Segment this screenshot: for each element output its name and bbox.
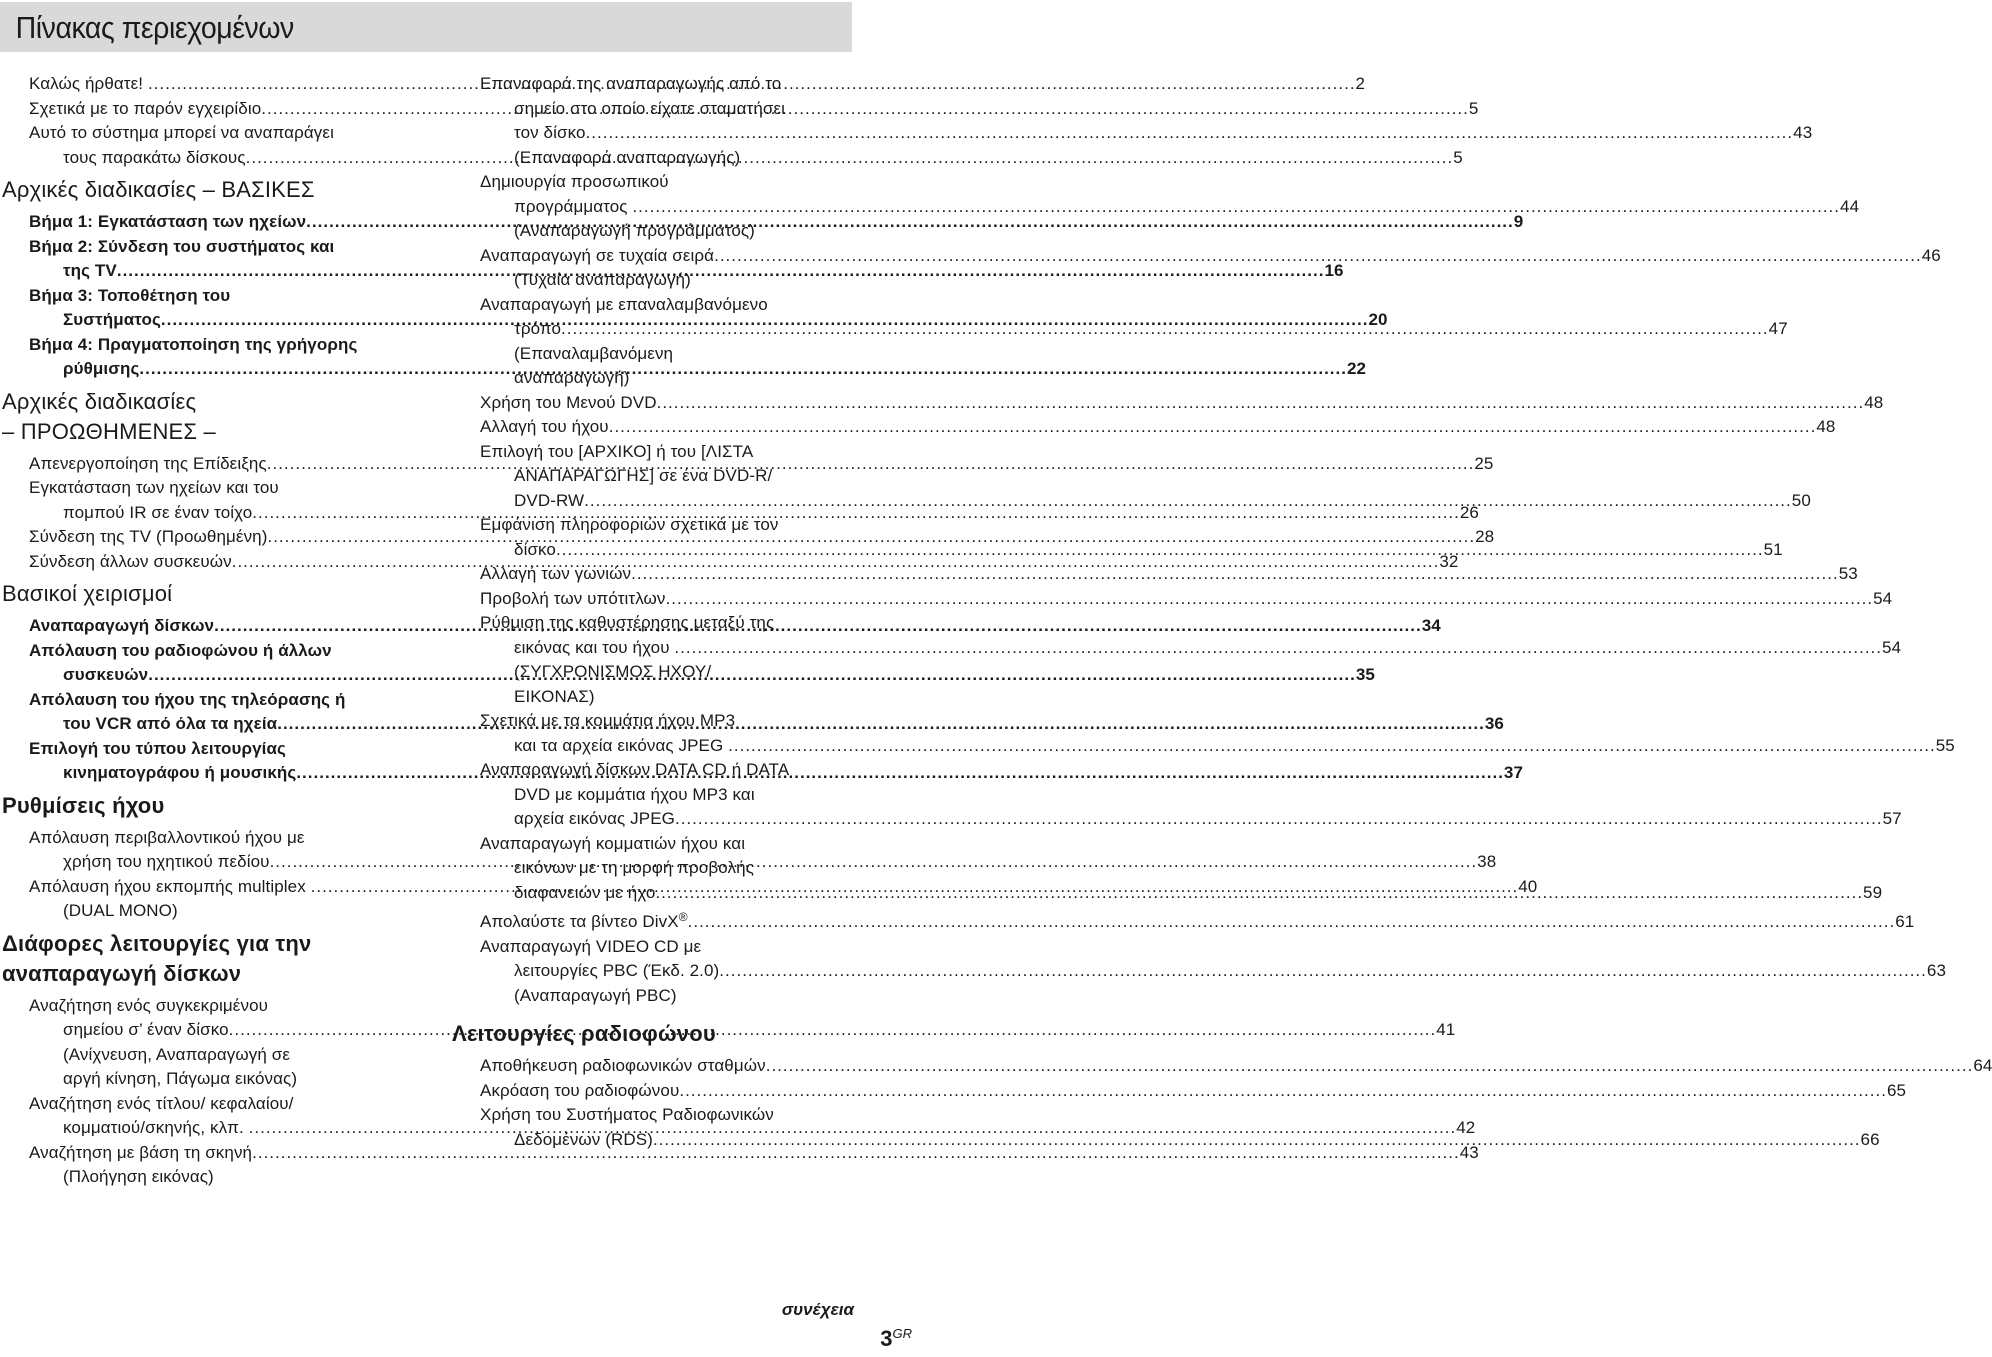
toc-page-number: 28	[1475, 527, 1495, 546]
toc-page-number: 35	[1355, 665, 1375, 684]
toc-entry[interactable]	[0, 1141, 1479, 1190]
toc-page-number: 59	[1863, 882, 1883, 902]
registered-mark: ®	[678, 910, 688, 924]
toc-page-number: 37	[1503, 763, 1524, 782]
section-heading-advanced-line1: Αρχικές διαδικασίες	[2, 388, 197, 414]
toc-page-number: 22	[1346, 359, 1367, 378]
section-heading-basic: Αρχικές διαδικασίες – ΒΑΣΙΚΕΣ	[2, 177, 315, 202]
toc-entry-leader-line	[480, 1054, 1992, 1079]
toc-entry[interactable]	[452, 415, 1836, 440]
toc-page-number: 61	[1895, 912, 1915, 931]
toc-entry[interactable]	[452, 587, 1893, 612]
toc-dot-leader	[586, 123, 1794, 142]
toc-dot-leader	[631, 564, 1839, 583]
section-heading-basic-ops: Βασικοί χειρισμοί	[2, 581, 173, 606]
toc-entry-title: τον δίσκο	[514, 123, 586, 142]
toc-page-number: 54	[1873, 588, 1893, 608]
toc-entry-title: Αλλαγή των γωνιών	[480, 564, 632, 583]
toc-entry-subtitle: (Ανίχνευση, Αναπαραγωγή σε	[63, 1044, 291, 1064]
toc-page-number: 64	[1973, 1056, 1992, 1075]
toc-entry-title: Προβολή των υπότιτλων	[480, 588, 666, 608]
toc-entry[interactable]	[452, 935, 1946, 1009]
toc-entry-title: Χρήση του Μενού DVD	[480, 392, 657, 412]
toc-entry-title: λειτουργίες PBC (Έκδ. 2.0)	[514, 961, 720, 980]
toc-entry-leader-line	[480, 959, 1946, 984]
toc-entry-title: διαφανειών με ήχο	[514, 882, 656, 902]
toc-entry-leader-line	[480, 734, 1955, 759]
toc-entry-text: Αυτό το σύστημα μπορεί να αναπαράγει	[29, 123, 334, 142]
toc-dot-leader	[719, 961, 1927, 980]
toc-entry-title: Αποθήκευση ραδιοφωνικών σταθμών	[480, 1056, 766, 1075]
toc-entry-title: Σύνδεση άλλων συσκευών	[29, 551, 232, 571]
toc-entry-text: Βήμα 2: Σύνδεση του συστήματος και	[29, 236, 335, 256]
toc-entry-subtitle: (Πλοήγηση εικόνας)	[63, 1167, 214, 1186]
toc-entry-leader-line	[480, 587, 1893, 612]
toc-page-number: 34	[1421, 616, 1441, 635]
toc-entry-text: Εμφάνιση πληροφοριών σχετικά με τον	[480, 515, 779, 534]
toc-entry-text: Επαναφορά της αναπαραγωγής από το	[480, 74, 782, 93]
toc-entry-leader-line	[480, 244, 1941, 269]
toc-entry-text: Αναπαραγωγή δίσκων DATA CD ή DATA	[480, 760, 790, 779]
section-heading-advanced-line2: – ΠΡΟΩΘΗΜΕΝΕΣ –	[2, 418, 216, 444]
toc-dot-leader	[657, 393, 1865, 412]
toc-entry-title: Αναζήτηση με βάση τη σκηνή	[29, 1142, 253, 1162]
toc-entry-title: ρύθμισης	[63, 359, 140, 378]
toc-entry-text: Χρήση του Συστήματος Ραδιοφωνικών	[480, 1105, 774, 1124]
toc-entry-text: Απόλαυση του ραδιοφώνου ή άλλων	[29, 640, 332, 660]
toc-entry-subtitle: (Επαναφορά αναπαραγωγής)	[514, 147, 741, 167]
toc-entry-text: σημείο στο οποίο είχατε σταματήσει	[514, 98, 786, 118]
toc-entry-text: Βήμα 4: Πραγματοποίηση της γρήγορης	[29, 334, 358, 354]
toc-dot-leader	[632, 197, 1840, 216]
section-heading-radio: Λειτουργίες ραδιοφώνου	[452, 1021, 716, 1046]
toc-page-number: 53	[1838, 564, 1858, 583]
toc-entry-subtitle: (Αναπαραγωγή προγράμματος)	[514, 221, 755, 240]
toc-entry-leader-line	[480, 562, 1858, 587]
page-number	[800, 1326, 912, 1352]
toc-entry-title: προγράμματος	[514, 196, 633, 216]
toc-entry-subtitle: (Επαναλαμβανόμενη	[514, 343, 674, 363]
toc-page-number: 43	[1459, 1142, 1479, 1162]
section-heading-sound: Ρυθμίσεις ήχου	[2, 792, 165, 818]
toc-entry[interactable]	[452, 905, 1915, 935]
toc-entry[interactable]	[452, 72, 1813, 170]
toc-page-number: 65	[1886, 1080, 1907, 1100]
toc-entry-title: Συστήματος	[63, 310, 161, 329]
toc-entry-text: Αναζήτηση ενός τίτλου/ κεφαλαίου/	[29, 1093, 294, 1113]
toc-entry-subtitle: (ΣΥΓΧΡΟΝΙΣΜΟΣ ΗΧΟΥ/	[514, 662, 712, 681]
toc-entry-title: του VCR από όλα τα ηχεία	[63, 714, 278, 733]
toc-page-number: 9	[1513, 212, 1524, 231]
toc-entry[interactable]	[452, 1079, 1907, 1104]
toc-entry-title: Αναπαραγωγή σε τυχαία σειρά	[480, 245, 715, 265]
toc-entry-text: Αναπαραγωγή με επαναλαμβανόμενο	[480, 294, 768, 314]
toc-page-number: 40	[1518, 876, 1538, 896]
toc-dot-leader	[261, 99, 1469, 118]
toc-dot-leader	[270, 852, 1478, 871]
toc-entry-title: αρχεία εικόνας JPEG	[514, 809, 675, 828]
toc-entry-title: συσκευών	[63, 665, 149, 684]
toc-entry-title: σημείου σ’ έναν δίσκο	[63, 1020, 229, 1039]
toc-entry-text: Απόλαυση περιβαλλοντικού ήχου με	[29, 827, 305, 847]
toc-entry-subtitle: (Αναπαραγωγή PBC)	[514, 985, 677, 1005]
toc-entry-title: τους παρακάτω δίσκους	[63, 147, 246, 167]
toc-entry-text: Δημιουργία προσωπικού	[480, 172, 669, 191]
toc-entry-title: Σύνδεση της TV (Προωθημένη)	[29, 527, 268, 546]
toc-page-number: 41	[1436, 1020, 1456, 1039]
toc-entry-title: Απόλαυση ήχου εκπομπής multiplex	[29, 876, 311, 896]
toc-dot-leader	[609, 417, 1817, 436]
toc-entry-subtitle: ΕΙΚΟΝΑΣ)	[514, 686, 595, 706]
toc-dot-leader	[666, 589, 1874, 608]
toc-page-number: 63	[1926, 961, 1946, 980]
toc-page-number: 42	[1456, 1118, 1476, 1137]
toc-dot-leader	[728, 736, 1936, 755]
toc-page-number: 57	[1882, 809, 1902, 828]
toc-dot-leader	[584, 491, 1792, 510]
toc-entry-text: Αναπαραγωγή VIDEO CD με	[480, 936, 702, 956]
toc-entry-text: Ρύθμιση της καθυστέρησης μεταξύ της	[480, 613, 775, 632]
toc-entry-leader-line	[29, 1141, 1479, 1166]
toc-entry-leader-line	[480, 121, 1813, 146]
page-title: Πίνακας περιεχομένων	[15, 10, 294, 45]
toc-entry-leader-line	[480, 807, 1902, 832]
toc-entry-leader-line	[480, 905, 1915, 935]
toc-dot-leader	[561, 319, 1769, 338]
toc-page-number: 48	[1816, 417, 1836, 436]
toc-entry-title: τρόπο	[514, 319, 562, 338]
toc-entry-title: Δεδομένων (RDS)	[514, 1129, 653, 1149]
toc-entry[interactable]	[452, 1054, 1992, 1079]
toc-entry-text: Βήμα 3: Τοποθέτηση του	[29, 285, 231, 305]
toc-entry-subtitle: αργή κίνηση, Πάγωμα εικόνας)	[63, 1069, 298, 1088]
toc-page-number: 25	[1474, 453, 1494, 473]
continued-label: συνέχεια	[781, 1300, 854, 1319]
toc-page-number: 66	[1860, 1129, 1880, 1149]
toc-entry-title: Απολαύστε τα βίντεο DivX	[480, 912, 679, 931]
toc-page-number: 5	[1453, 147, 1463, 167]
toc-entry-text: Αναπαραγωγή κομματιών ήχου και	[480, 833, 746, 853]
section-heading-misc	[2, 929, 378, 989]
toc-page-number: 26	[1459, 502, 1479, 522]
toc-entry-subtitle: αναπαραγωγή)	[514, 368, 630, 387]
toc-page-number: 48	[1864, 392, 1884, 412]
toc-entry-leader-line	[480, 636, 1902, 661]
toc-entry-title: πομπού IR σε έναν τοίχο	[63, 502, 253, 522]
section-heading-misc-line2: αναπαραγωγή δίσκων	[2, 960, 242, 986]
toc-entry-text: ΑΝΑΠΑΡΑΓΩΓΗΣ] σε ένα DVD-R/	[514, 466, 773, 485]
toc-entry-title: της TV	[63, 261, 117, 280]
toc-entry-text: DVD με κομμάτια ήχου MP3 και	[514, 784, 755, 804]
toc-entry[interactable]	[452, 391, 1884, 416]
toc-entry-title: κομματιού/σκηνής, κλπ.	[63, 1118, 249, 1137]
toc-page-number: 5	[1468, 98, 1479, 118]
toc-dot-leader	[556, 540, 1764, 559]
page-number-value: 3	[880, 1326, 893, 1351]
toc-page-number: 38	[1477, 852, 1497, 871]
toc-entry-subtitle: (DUAL MONO)	[63, 901, 178, 920]
toc-page-number: 43	[1793, 123, 1813, 142]
toc-entry-text: Επιλογή του [ΑΡΧΙΚΟ] ή του [ΛΙΣΤΑ	[480, 441, 754, 461]
toc-page-number: 36	[1484, 714, 1504, 733]
toc-dot-leader	[766, 1056, 1974, 1075]
toc-entry-text: Επιλογή του τύπου λειτουργίας	[29, 738, 286, 758]
toc-dot-leader	[688, 912, 1896, 931]
toc-entry-title: εικόνας και του ήχου	[514, 637, 675, 657]
title-bar	[0, 2, 852, 52]
toc-entry-title: Καλώς ήρθατε!	[29, 74, 148, 93]
toc-entry-title: κινηματογράφου ή μουσικής	[63, 763, 297, 782]
toc-dot-leader	[714, 246, 1922, 265]
toc-entry-leader-line	[480, 415, 1836, 440]
toc-dot-leader	[267, 454, 1475, 473]
toc-entry-title: DVD-RW	[514, 490, 585, 510]
section-heading-misc-line1: Διάφορες λειτουργίες για την	[2, 930, 312, 956]
toc-entry-leader-line	[480, 1079, 1907, 1104]
toc-page-number: 16	[1324, 261, 1344, 280]
toc-entry[interactable]	[452, 170, 1860, 244]
toc-dot-leader	[674, 638, 1882, 657]
toc-page-number: 51	[1763, 539, 1783, 559]
toc-dot-leader	[653, 1130, 1861, 1149]
toc-entry-leader-line	[480, 195, 1860, 220]
toc-page-number: 2	[1355, 74, 1366, 93]
toc-entry-subtitle: (Τυχαία αναπαραγωγή)	[514, 270, 691, 289]
toc-entry-title: Αλλαγή του ήχου	[480, 417, 609, 436]
toc-page-number: 50	[1791, 490, 1811, 510]
toc-entry-text: εικόνων με τη μορφή προβολής	[514, 858, 754, 877]
toc-entry[interactable]	[452, 562, 1858, 587]
toc-page-number: 32	[1439, 551, 1459, 571]
toc-page-number: 20	[1368, 310, 1388, 329]
toc-entry-title: Αναπαραγωγή δίσκων	[29, 616, 215, 635]
toc-page-number: 44	[1840, 196, 1860, 216]
toc-page-number: 46	[1921, 245, 1941, 265]
toc-entry-title: Σχετικά με το παρόν εγχειρίδιο	[29, 98, 262, 118]
toc-dot-leader	[655, 883, 1863, 902]
toc-dot-leader	[675, 809, 1883, 828]
toc-page-number: 55	[1935, 735, 1955, 755]
page-number-suffix: GR	[892, 1326, 912, 1341]
toc-page-number: 54	[1882, 637, 1902, 657]
toc-entry-title: χρήση του ηχητικού πεδίου	[63, 852, 270, 871]
toc-entry-title: Βήμα 1: Εγκατάσταση των ηχείων	[29, 212, 307, 231]
toc-dot-leader	[679, 1081, 1887, 1100]
toc-entry-text: Σχετικά με τα κομμάτια ήχου MP3	[480, 711, 736, 730]
section-heading-advanced	[2, 387, 378, 447]
toc-entry-title: Ακρόαση του ραδιοφώνου	[480, 1080, 680, 1100]
toc-entry-text: Απόλαυση του ήχου της τηλεόρασης ή	[29, 689, 346, 709]
toc-page-number: 47	[1768, 319, 1788, 338]
toc-entry-text: Εγκατάσταση των ηχείων και του	[29, 478, 279, 497]
toc-entry-leader-line	[480, 391, 1884, 416]
toc-entry-title: δίσκο	[514, 539, 556, 559]
toc-entry-text: Αναζήτηση ενός συγκεκριμένου	[29, 995, 269, 1015]
toc-entry-title: Απενεργοποίηση της Επίδειξης	[29, 453, 267, 473]
toc-entry-title: και τα αρχεία εικόνας JPEG	[514, 735, 729, 755]
